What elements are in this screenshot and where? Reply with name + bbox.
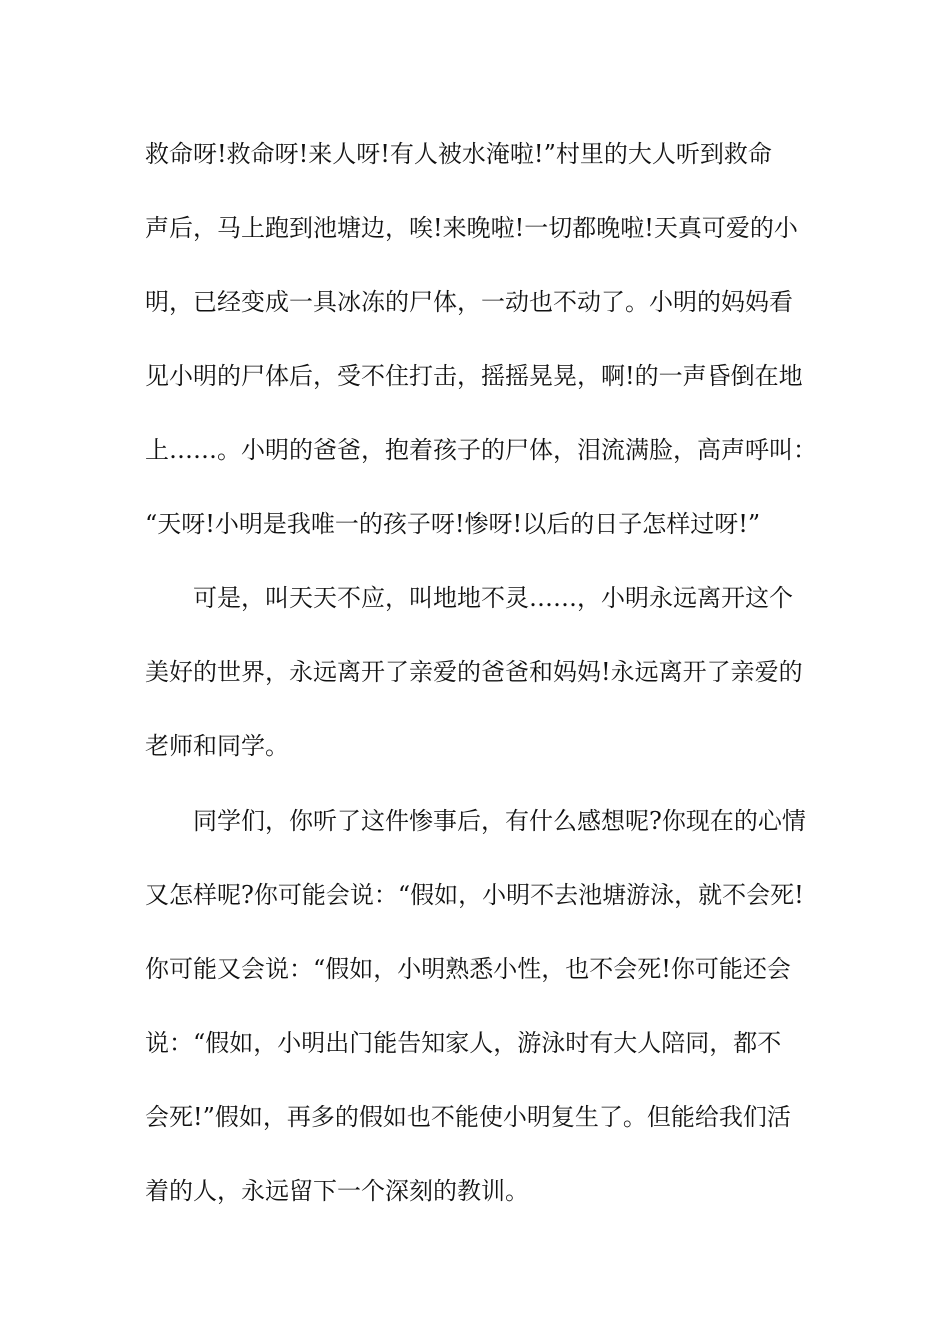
text-line: 说：“假如，小明出门能告知家人，游泳时有大人陪同，都不 <box>145 1029 782 1057</box>
text-line: 老师和同学。 <box>145 732 289 760</box>
text-line: 你可能又会说：“假如，小明熟悉小性，也不会死!你可能还会 <box>145 955 791 983</box>
text-line: 着的人，永远留下一个深刻的教训。 <box>145 1177 529 1205</box>
text-line: 明，已经变成一具冰冻的尸体，一动也不动了。小明的妈妈看 <box>145 288 793 316</box>
text-line: 上……。小明的爸爸，抱着孩子的尸体，泪流满脸，高声呼叫： <box>145 436 817 464</box>
text-line: 可是，叫天天不应，叫地地不灵……，小明永远离开这个 <box>193 584 793 612</box>
text-line: 同学们，你听了这件惨事后，有什么感想呢?你现在的心情 <box>193 807 806 835</box>
text-line: 美好的世界，永远离开了亲爱的爸爸和妈妈!永远离开了亲爱的 <box>145 658 803 686</box>
text-line: “天呀!小明是我唯一的孩子呀!惨呀!以后的日子怎样过呀!” <box>145 510 761 538</box>
text-line: 会死!”假如，再多的假如也不能使小明复生了。但能给我们活 <box>145 1103 791 1131</box>
text-line: 又怎样呢?你可能会说：“假如，小明不去池塘游泳，就不会死! <box>145 881 804 909</box>
text-line: 声后，马上跑到池塘边，唉!来晚啦!一切都晚啦!天真可爱的小 <box>145 214 798 242</box>
text-line: 救命呀!救命呀!来人呀!有人被水淹啦!”村里的大人听到救命 <box>145 140 772 168</box>
text-line: 见小明的尸体后，受不住打击，摇摇晃晃，啊!的一声昏倒在地 <box>145 362 803 390</box>
